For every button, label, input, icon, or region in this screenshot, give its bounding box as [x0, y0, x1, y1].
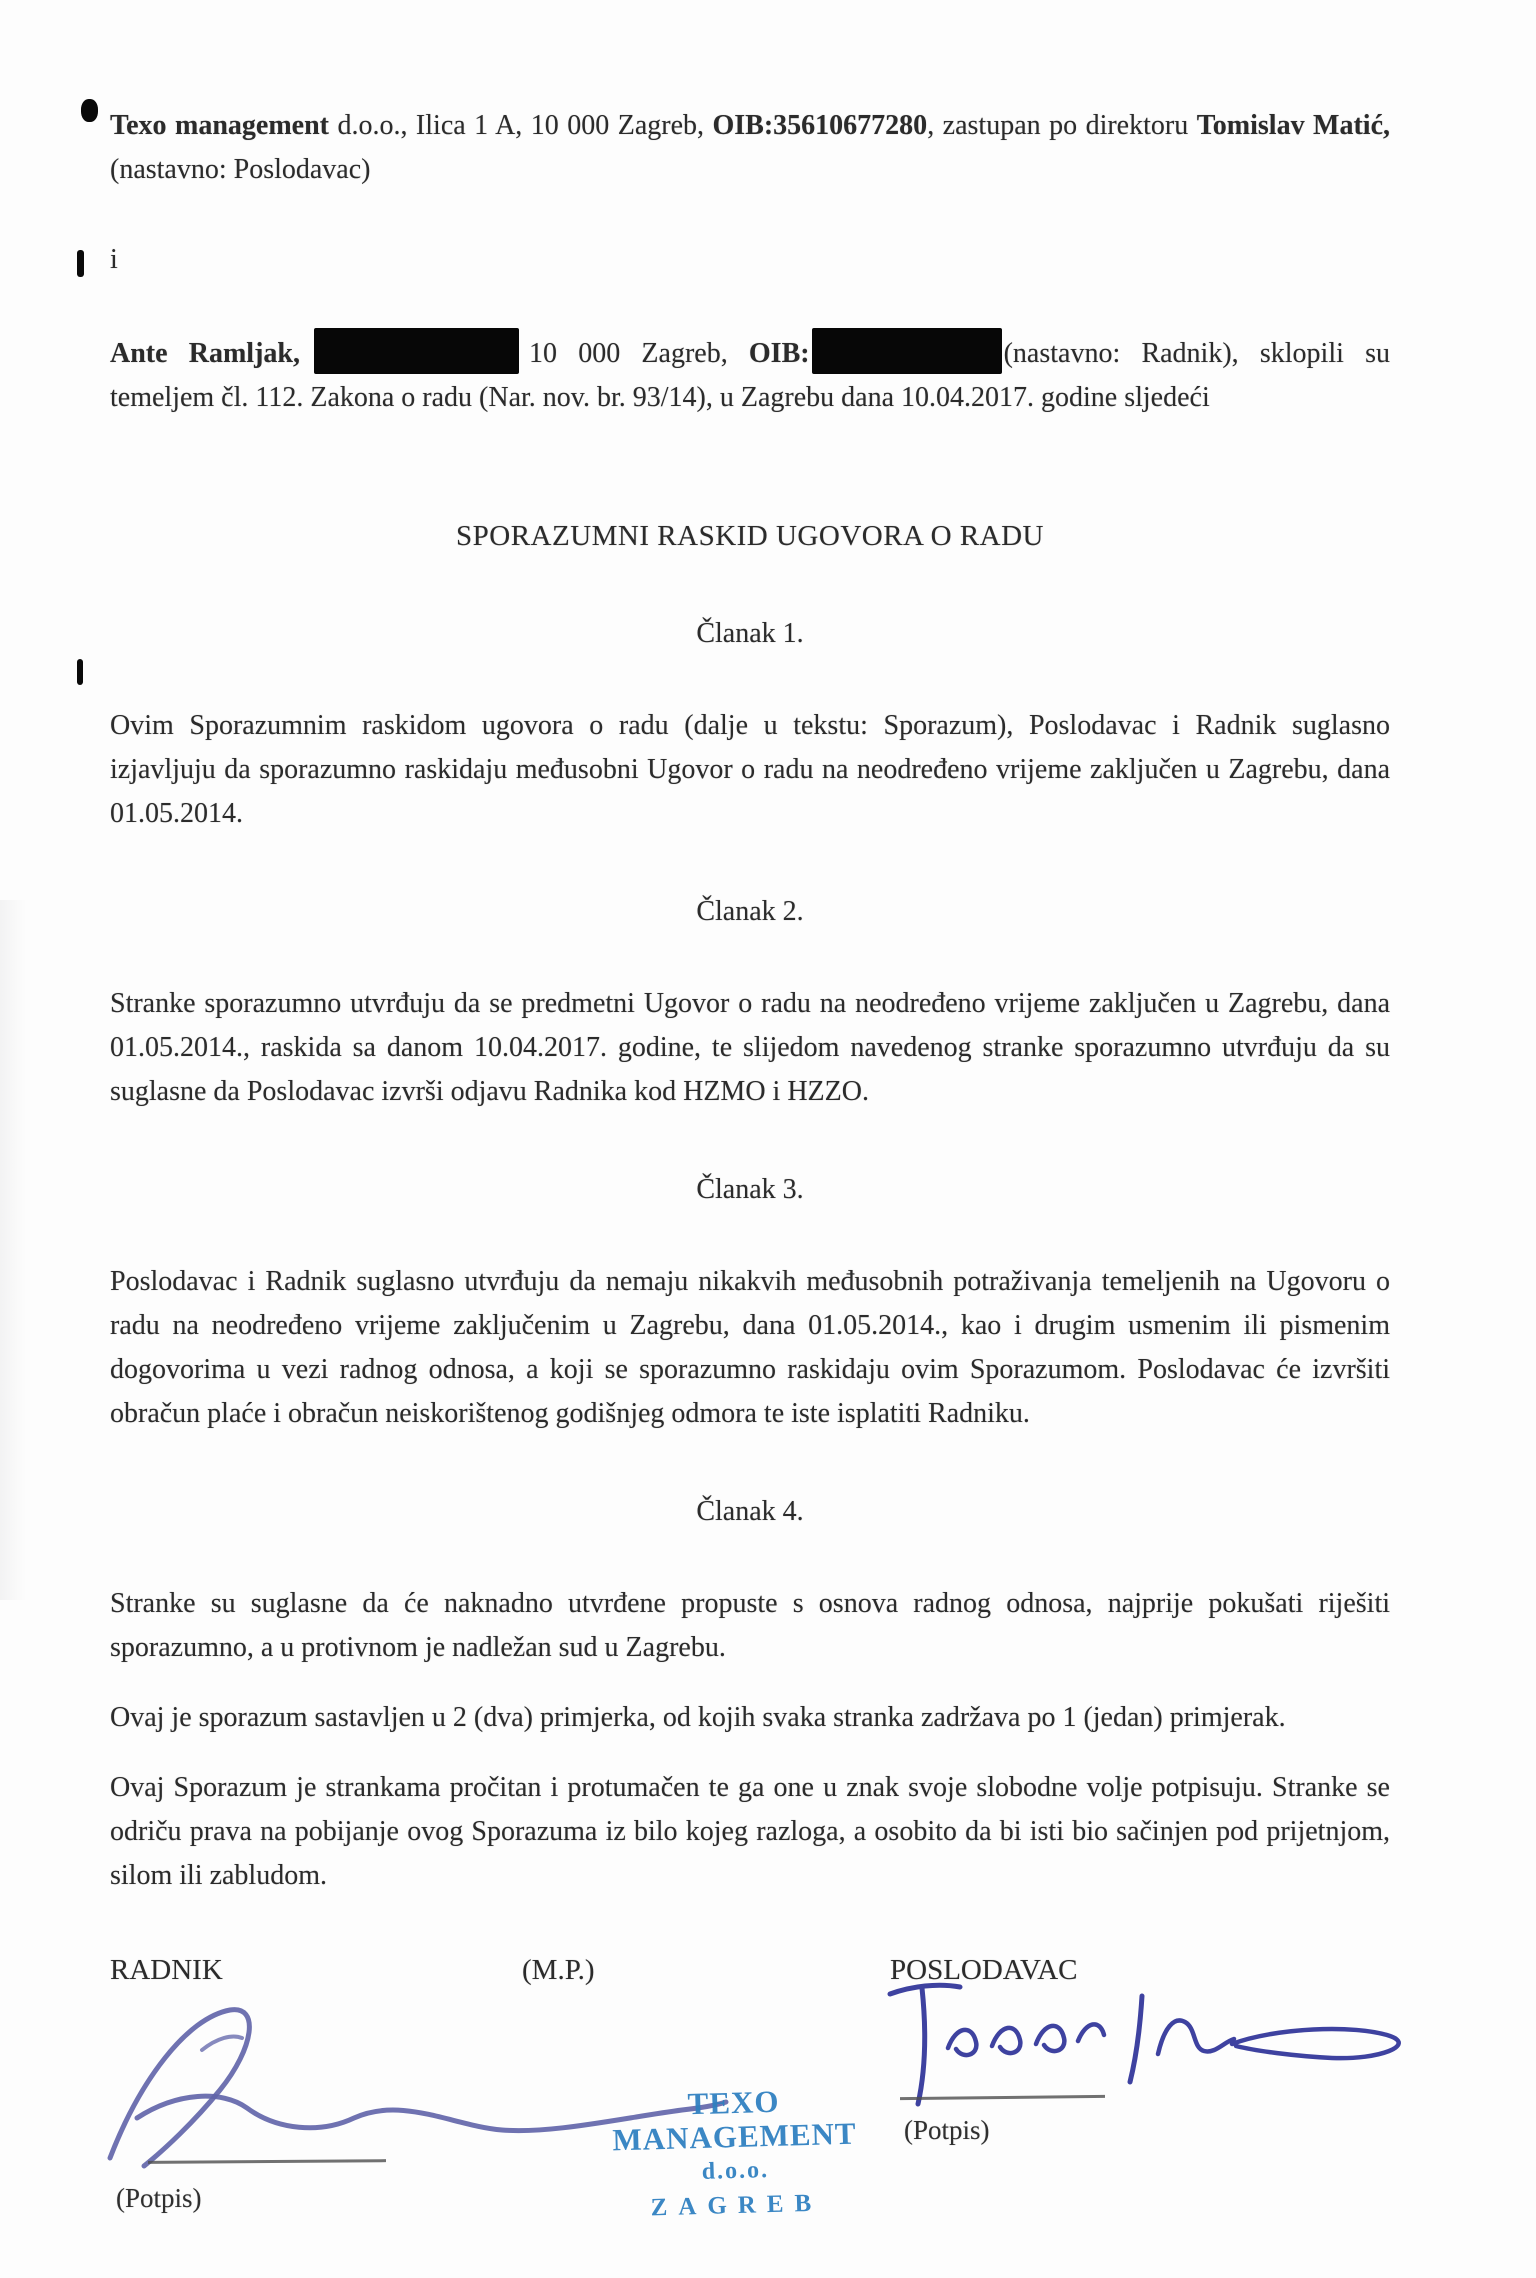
stamp-company-city: ZAGREB: [650, 2189, 823, 2222]
employer-oib: OIB:35610677280: [712, 110, 928, 141]
worker-oib-label: OIB:: [748, 338, 810, 369]
article-4-heading: Članak 4.: [696, 1496, 804, 1527]
redaction-bar: [314, 328, 519, 374]
article-2-heading: Članak 2.: [696, 896, 804, 927]
employer-address: d.o.o., Ilica 1 A, 10 000 Zagreb,: [328, 110, 713, 141]
worker-potpis-label: (Potpis): [116, 2183, 202, 2213]
employer-signature: [880, 1966, 1420, 2116]
stamp-company-name: TEXO MANAGEMENT: [611, 2083, 858, 2158]
article-1-body: Ovim Sporazumnim raskidom ugovora o radu (dalje u tekstu: Sporazum), Poslodavac i Radnik suglasno izjavljuju da sporazumno raskidaju međusobni Ugovor o radu na neodređeno vrijeme zaključen u Zagrebu, dana 01.05.2014.: [110, 710, 1390, 829]
director-name: Tomislav Matić,: [1196, 110, 1391, 141]
employer-potpis-label: (Potpis): [904, 2115, 990, 2145]
redaction-bar: [812, 328, 1002, 374]
article-3-heading: Članak 3.: [696, 1174, 804, 1205]
article-4-body: Stranke su suglasne da će naknadno utvrđene propuste s osnova radnog odnosa, najprije pokušati riješiti sporazumno, a u protivnom je nadležan sud u Zagrebu.: [110, 1588, 1390, 1663]
employer-alias: (nastavno: Poslodavac): [110, 154, 371, 185]
article-2-body: Stranke sporazumno utvrđuju da se predmetni Ugovor o radu na neodređeno vrijeme zaključen u Zagrebu, dana 01.05.2014., raskida sa danom 10.04.2017. godine, te slijedom navedenog stranke sporazumno utvrđuju da su suglasne da Poslodavac izvrši odjavu Radnika kod HZMO i HZZO.: [110, 988, 1390, 1107]
employer-name: Texo management: [110, 110, 329, 141]
company-stamp: [563, 2081, 907, 2228]
conjunction-and: i: [110, 244, 118, 275]
stamp-place-label: (M.P.): [522, 1954, 595, 1986]
employer-signature-label: POSLODAVAC: [890, 1954, 1078, 1986]
worker-agreement-text: (nastavno: Radnik), sklopili su temeljem čl. 112. Zakona o radu (Nar. nov. br. 93/14), u Zagrebu dana 10.04.2017. godine sljedeći: [110, 338, 1390, 413]
employer-represented-by: , zastupan po direktoru: [927, 110, 1197, 141]
stamp-company-type: d.o.o.: [701, 2157, 770, 2185]
signature-block: [110, 1948, 1390, 2278]
employer-intro-paragraph: [110, 104, 1390, 192]
free-will-paragraph: Ovaj Sporazum je strankama pročitan i protumačen te ga one u znak svoje slobodne volje potpisuju. Stranke se odriču prava na pobijanje ovog Sporazuma iz bilo kojeg razloga, a osobito da bi isti bio sačinjen pod prijetnjom, silom ili zabludom.: [110, 1772, 1390, 1891]
article-3-body: Poslodavac i Radnik suglasno utvrđuju da nemaju nikakvih međusobnih potraživanja temeljenih na Ugovoru o radu na neodređeno vrijeme zaključenim u Zagrebu, dana 01.05.2014., kao i drugim usmenim ili pismenim dogovorima u vezi radnog odnosa, a koji se sporazumno raskidaju ovim Sporazumom. Poslodavac će izvršiti obračun plaće i obračun neiskorištenog godišnjeg odmora te iste isplatiti Radniku.: [110, 1266, 1390, 1429]
worker-city: 10 000 Zagreb,: [528, 338, 749, 369]
worker-name: Ante Ramljak,: [110, 338, 300, 369]
copies-paragraph: Ovaj je sporazum sastavljen u 2 (dva) primjerka, od kojih svaka stranka zadržava po 1 (jedan) primjerak.: [110, 1702, 1286, 1733]
worker-signature-label: RADNIK: [110, 1954, 223, 1986]
document-title: SPORAZUMNI RASKID UGOVORA O RADU: [456, 520, 1044, 552]
worker-intro-paragraph: [110, 328, 1390, 420]
article-1-heading: Članak 1.: [696, 618, 804, 649]
